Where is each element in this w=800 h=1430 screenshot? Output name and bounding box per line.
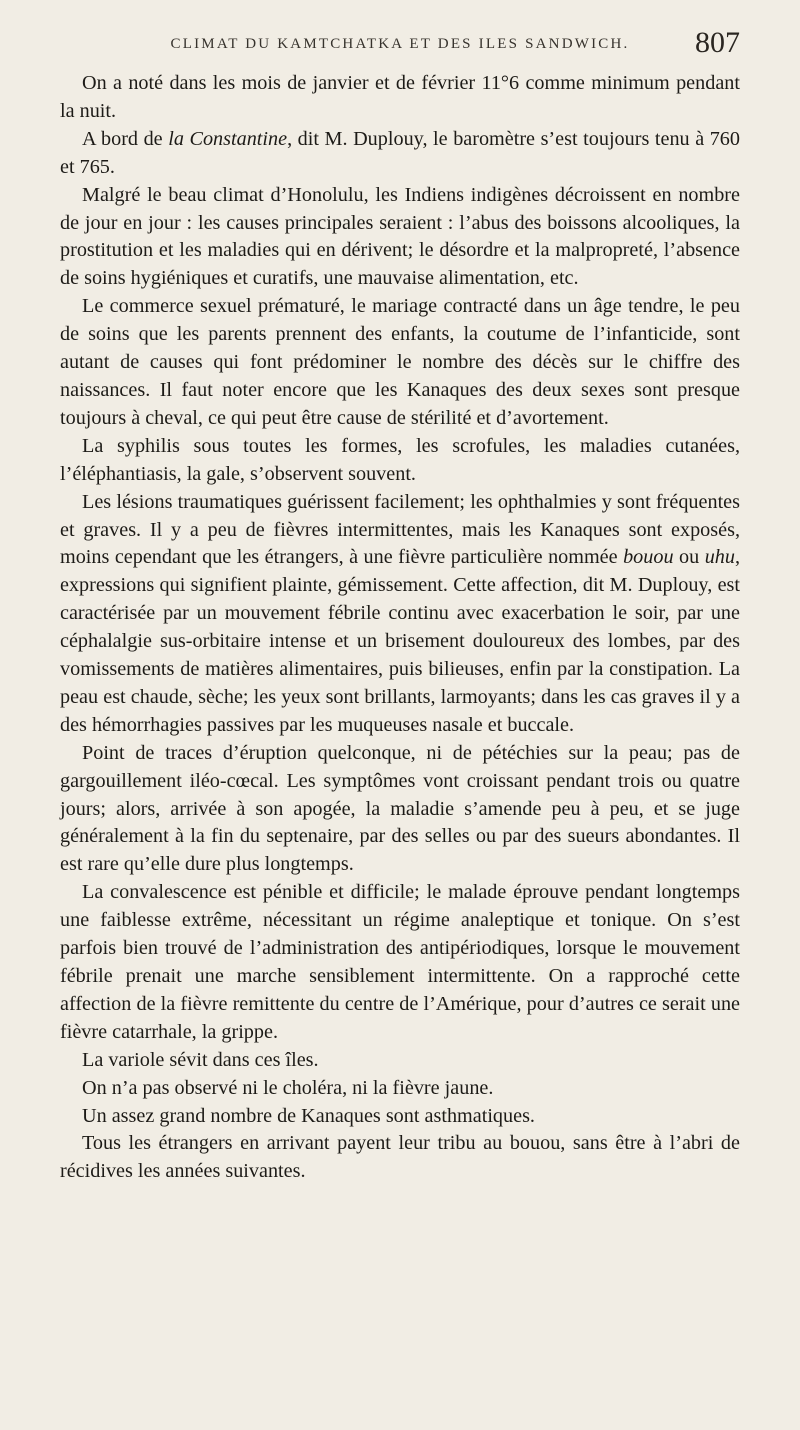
paragraph (60, 293, 740, 433)
paragraph-text: On a noté dans les mois de janvier et de février 11°6 comme minimum pendant la nuit. (60, 72, 740, 122)
paragraph-text: , expressions qui signifient plainte, gémissement. Cette affection, dit M. Duplouy, est caractérisée par un mouvement fébrile continu avec exacerbation le soir, par une céphalalgie sus-orbitaire intense et un brisement douloureux des lombes, par des vomissements de matières alimentaires, puis bilieuses, enfin par la constipation. La peau est chaude, sèche; les yeux sont brillants, larmoyants; dans les cas graves il y a des hémorrhagies passives par les muqueuses nasale et buccale. (60, 546, 741, 736)
italic-term: la Constantine (168, 127, 288, 150)
paragraph (60, 1047, 740, 1075)
page-header (60, 22, 740, 62)
paragraph-text: Tous les étrangers en arrivant payent leur tribu au bouou, sans être à l’abri de récidives les années suivantes. (60, 1132, 740, 1183)
body-text (60, 70, 740, 1186)
paragraph (60, 433, 740, 489)
paragraph-text: A bord de (82, 127, 169, 150)
paragraph-text: On n’a pas observé ni le choléra, ni la fièvre jaune. (82, 1076, 494, 1099)
paragraph (60, 1103, 740, 1131)
paragraph-text: La convalescence est pénible et difficile; le malade éprouve pendant longtemps une faiblesse extrême, nécessitant un régime analeptique et tonique. On s’est parfois bien trouvé de l’administration des antipériodiques, lorsque le mouvement fébrile prenait une marche sensiblement intermittente. On a rapproché cette affection de la fièvre remittente du centre de l’Amérique, pour d’autres ce serait une fièvre catarrhale, la grippe. (60, 881, 740, 1043)
running-head: CLIMAT DU KAMTCHATKA ET DES ILES SANDWICH. (170, 36, 630, 52)
paragraph (60, 879, 740, 1046)
paragraph (60, 182, 740, 294)
paragraph (60, 489, 740, 740)
paragraph-text: Malgré le beau climat d’Honolulu, les Indiens indigènes décroissent en nombre de jour en jour : les causes principales seraient : l’abus des boissons alcooliques, la prostitution et les maladies qui en dérivent; le désordre et la malpropreté, l’absence de soins hygiéniques et curatifs, une mauvaise alimentation, etc. (60, 183, 740, 290)
paragraph (60, 126, 740, 182)
paragraph-text: ou (673, 546, 705, 569)
paragraph-text: La variole sévit dans ces îles. (82, 1048, 319, 1071)
page-number: 807 (695, 26, 740, 59)
paragraph-text: Point de traces d’éruption quelconque, ni de pétéchies sur la peau; pas de gargouillement iléo-cœcal. Les symptômes vont croissant pendant trois ou quatre jours; alors, arrivée à son apogée, la maladie s’amende peu à peu, et se juge généralement à la fin du septenaire, par des selles ou par des sueurs abondantes. Il est rare qu’elle dure plus longtemps. (60, 741, 740, 876)
italic-term: uhu (704, 546, 735, 569)
paragraph (60, 70, 740, 126)
paragraph-text: , dit M. Duplouy, le baromètre s’est toujours tenu à 760 et 765. (60, 127, 740, 178)
paragraph-text: Les lésions traumatiques guérissent facilement; les ophthalmies y sont fréquentes et graves. Il y a peu de fièvres intermittentes, mais les Kanaques sont exposés, moins cependant que les étrangers, à une fièvre particulière nommée (60, 490, 740, 569)
paragraph-text: Le commerce sexuel prématuré, le mariage contracté dans un âge tendre, le peu de soins que les parents prennent des enfants, la coutume de l’infanticide, sont autant de causes qui font prédominer le nombre des décès sur le chiffre des naissances. Il faut noter encore que les Kanaques des deux sexes sont presque toujours à cheval, ce qui peut être cause de stérilité et d’avortement. (60, 295, 740, 429)
paragraph (60, 740, 740, 880)
paragraph-text: La syphilis sous toutes les formes, les scrofules, les maladies cutanées, l’éléphantiasis, la gale, s’observent souvent. (60, 434, 740, 485)
paragraph (60, 1075, 740, 1103)
italic-term: bouou (623, 546, 674, 569)
paragraph (60, 1130, 740, 1186)
paragraph-text: Un assez grand nombre de Kanaques sont asthmatiques. (82, 1104, 535, 1127)
